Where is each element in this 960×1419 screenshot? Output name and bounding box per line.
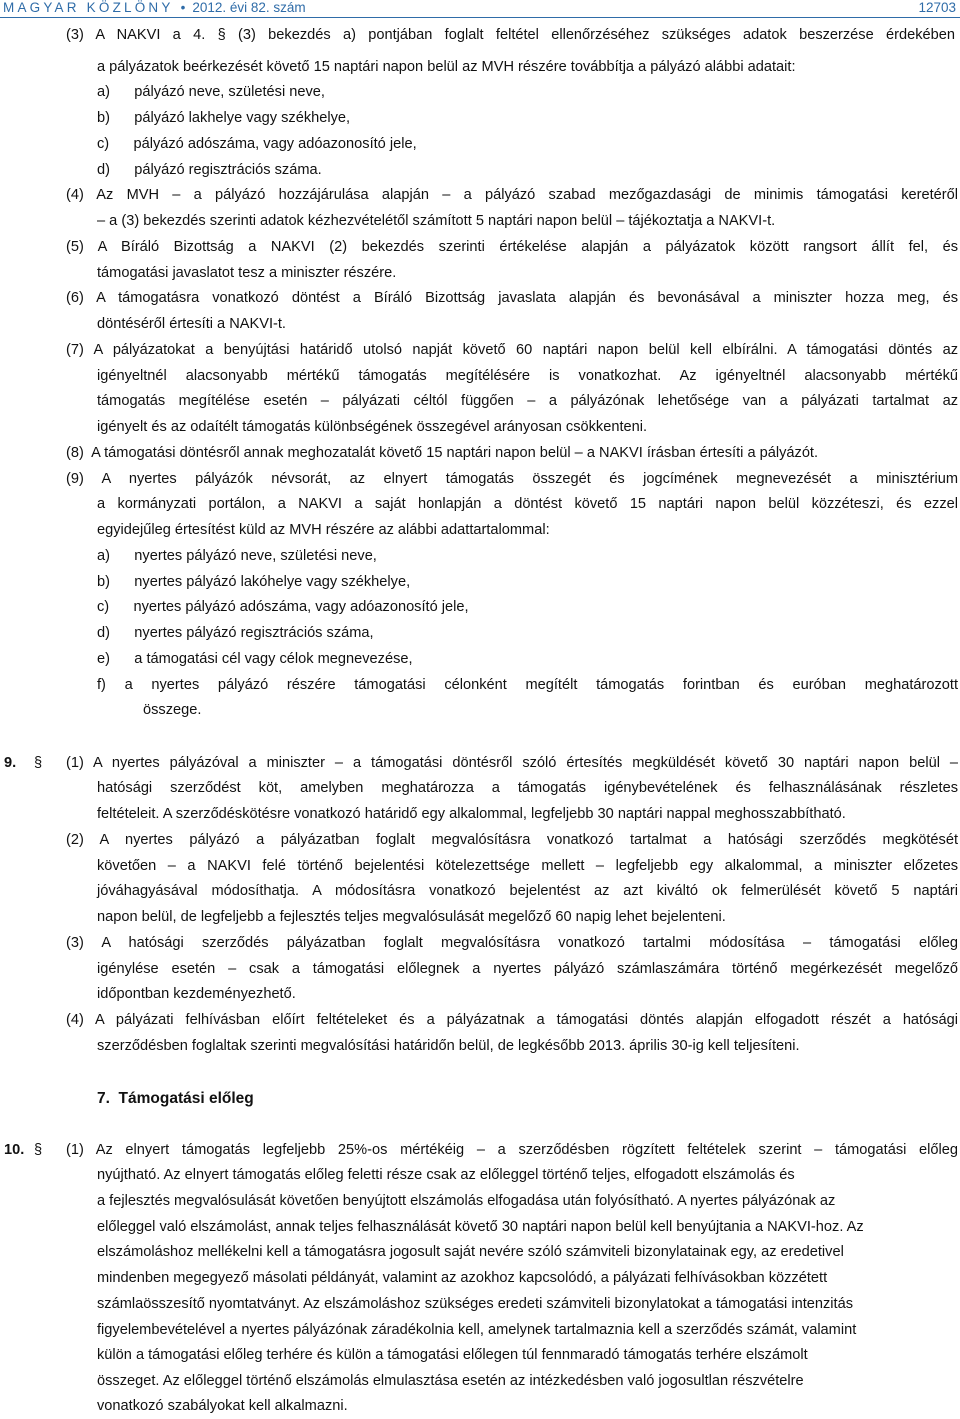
text-line: (2) A nyertes pályázó a pályázatban foglalt megvalósításra vonatkozó tartalmat a hatósági szerződés megkötését: [66, 832, 958, 848]
text-line: szerződésben foglaltak szerinti megvalósítási határidőn belül, de legkésőbb 2013. április 30-ig kell teljesíteni.: [97, 1038, 800, 1054]
page-header: [0, 0, 960, 18]
text-line: figyelembevételével a nyertes pályázónak záradékolnia kell, amelynek tartalmaznia kell a szerződés számát, valamint: [97, 1322, 857, 1338]
text-line: d) nyertes pályázó regisztrációs száma,: [97, 625, 374, 641]
section-number: 9.: [4, 755, 17, 771]
text-line: a) nyertes pályázó neve, születési neve,: [97, 548, 377, 564]
text-line: (6) A támogatásra vonatkozó döntést a Bíráló Bizottság javaslata alapján és bevonásával a miniszter hozza meg, és: [66, 290, 958, 306]
section-number: 10.: [4, 1142, 25, 1158]
chapter-heading: 7. Támogatási előleg: [97, 1090, 254, 1107]
text-line: feltételeit. A szerződéskötésre vonatkozó határidő egy alkalommal, legfeljebb 30 naptári nappal meghosszabbítható.: [97, 806, 846, 822]
text-line: időpontban kezdeményezhető.: [97, 986, 296, 1002]
text-line: f) a nyertes pályázó részére támogatási célonként megítélt támogatás forintban és euróban meghatározott: [97, 677, 958, 693]
text-line: támogatás megítélése esetén – pályázati céltól függően – a pályázónak lehetősége van a pályázati tartalmat az: [97, 393, 958, 409]
text-line: (5) A Bíráló Bizottság a NAKVI (2) bekezdés szerinti értékelése alapján a pályázatok között rangsort állít fel, és: [66, 239, 958, 255]
section-symbol: §: [34, 755, 43, 771]
text-line: b) pályázó lakhelye vagy székhelye,: [97, 110, 351, 126]
text-line: e) a támogatási cél vagy célok megnevezése,: [97, 651, 413, 667]
journal-title: [3, 0, 306, 15]
text-line: követően – a NAKVI felé történő bejelentési kötelezettsége mellett – legfeljebb egy alkalommal, a miniszter előzetes: [97, 858, 958, 874]
text-line: (4) Az MVH – a pályázó hozzájárulása alapján – a pályázó szabad mezőgazdasági de minimis támogatási keretéről: [66, 187, 958, 203]
text-line: támogatási javaslatot tesz a miniszter részére.: [97, 265, 397, 281]
text-line: összege.: [143, 702, 202, 718]
text-line: d) pályázó regisztrációs száma.: [97, 162, 322, 178]
text-line: igényelt és az odaítélt támogatás különbségének összegével arányosan csökkenteni.: [97, 419, 648, 435]
text-line: elszámoláshoz mellékelni kell a támogatásra jogosult saját nevére szóló számviteli bizonylatainak egy, az eredetivel: [97, 1244, 844, 1260]
text-line: összeget. Az előleggel történő elszámolás elmulasztása esetén az intézkedésben való jogosultlan részvételre: [97, 1373, 804, 1389]
text-line: egyidejűleg értesítést küld az MVH részére az alábbi adattartalommal:: [97, 522, 550, 538]
text-line: (3) A NAKVI a 4. § (3) bekezdés a) pontjában foglalt feltétel ellenőrzéséhez szükséges adatok beszerzése érdekében: [66, 27, 955, 43]
text-line: számlaösszesítő nyomtatványt. Az elszámoláshoz szükséges eredeti számviteli bizonylatokat a támogatási intenzitás: [97, 1296, 853, 1312]
text-line: (1) A nyertes pályázóval a miniszter – a támogatási döntésről szóló értesítés megküldését követő 30 naptári napon belül –: [66, 755, 958, 771]
text-line: (3) A hatósági szerződés pályázatban foglalt megvalósításra vonatkozó tartalmi módosítása – támogatási előleg: [66, 935, 958, 951]
text-line: igényeltnél alacsonyabb mértékű támogatás megítélésére is vonatkozhat. Az igényeltnél alacsonyabb mértékű: [97, 368, 958, 384]
text-line: (1) Az elnyert támogatás legfeljebb 25%-os mértékéig – a szerződésben rögzített feltételek szerint – támogatási előleg: [66, 1142, 958, 1158]
text-line: vonatkozó szabályokat kell alkalmazni.: [97, 1398, 348, 1414]
text-line: előleggel való elszámolást, annak teljes felhasználását követő 30 naptári napon belül kell benyújtania a NAKVI-hoz. Az: [97, 1219, 864, 1235]
bullet-separator: •: [180, 0, 186, 15]
text-line: hatósági szerződést köt, amelyben meghatározza a támogatás igénybevételének és felhasználásának részletes: [97, 780, 958, 796]
text-line: c) nyertes pályázó adószáma, vagy adóazonosító jele,: [97, 599, 469, 615]
text-line: (9) A nyertes pályázók névsorát, az elnyert támogatás összegét és jogcímének megnevezését a minisztérium: [66, 471, 958, 487]
text-line: jóváhagyásával módosíthatja. A módosításra vonatkozó bejelentést az azt kiváltó ok felmerülését követő 5 naptári: [97, 883, 958, 899]
text-line: a fejlesztés megvalósulását követően benyújtott elszámolás elfogadása után folyósítható. A nyertes pályázónak az: [97, 1193, 836, 1209]
text-line: mindenben megegyező másolati példányát, valamint az azokhoz kapcsolódó, a pályázati felhívásokban közzétett: [97, 1270, 828, 1286]
text-line: napon belül, de legfeljebb a fejlesztés teljes megvalósulását megelőző 60 napig lehet bejelenteni.: [97, 909, 726, 925]
text-line: (8) A támogatási döntésről annak meghozatalát követő 15 naptári napon belül – a NAKVI írásban értesíti a pályázót.: [66, 445, 819, 461]
page-number: 12703: [918, 0, 956, 15]
text-line: a kormányzati portálon, a NAKVI a saját honlapján a döntést követő 15 naptári napon belül közzéteszi, és ezzel: [97, 496, 958, 512]
text-line: döntéséről értesíti a NAKVI-t.: [97, 316, 286, 332]
text-line: a pályázatok beérkezését követő 15 naptári napon belül az MVH részére továbbítja a pályázó alábbi adatait:: [97, 59, 796, 75]
text-line: b) nyertes pályázó lakóhelye vagy székhelye,: [97, 574, 411, 590]
text-line: c) pályázó adószáma, vagy adóazonosító jele,: [97, 136, 417, 152]
text-line: külön a támogatási előleg terhére és külön a támogatási előlegen túl fennmaradó támogatás terhére elszámolt: [97, 1347, 808, 1363]
text-line: nyújtható. Az elnyert támogatás előleg feletti része csak az előleggel történő teljes, elfogadott elszámolás és: [97, 1167, 795, 1183]
text-line: igénylése esetén – csak a támogatási előlegnek a nyertes pályázó számlaszámára történő megérkezését megelőző: [97, 961, 958, 977]
section-symbol: §: [34, 1142, 43, 1158]
text-line: (7) A pályázatokat a benyújtási határidő utolsó napját követő 60 naptári napon belül kell elbírálni. A támogatási döntés az: [66, 342, 958, 358]
text-line: – a (3) bekezdés szerinti adatok kézhezvételétől számított 5 naptári napon belül – tájékoztatja a NAKVI-t.: [97, 213, 776, 229]
text-line: a) pályázó neve, születési neve,: [97, 84, 325, 100]
text-line: (4) A pályázati felhívásban előírt feltételeket és a pályázatnak a támogatási döntés alapján elfogadott részét a hatósági: [66, 1012, 958, 1028]
journal-name: MAGYAR KÖZLÖNY: [3, 0, 174, 15]
issue-number: 2012. évi 82. szám: [192, 0, 306, 15]
